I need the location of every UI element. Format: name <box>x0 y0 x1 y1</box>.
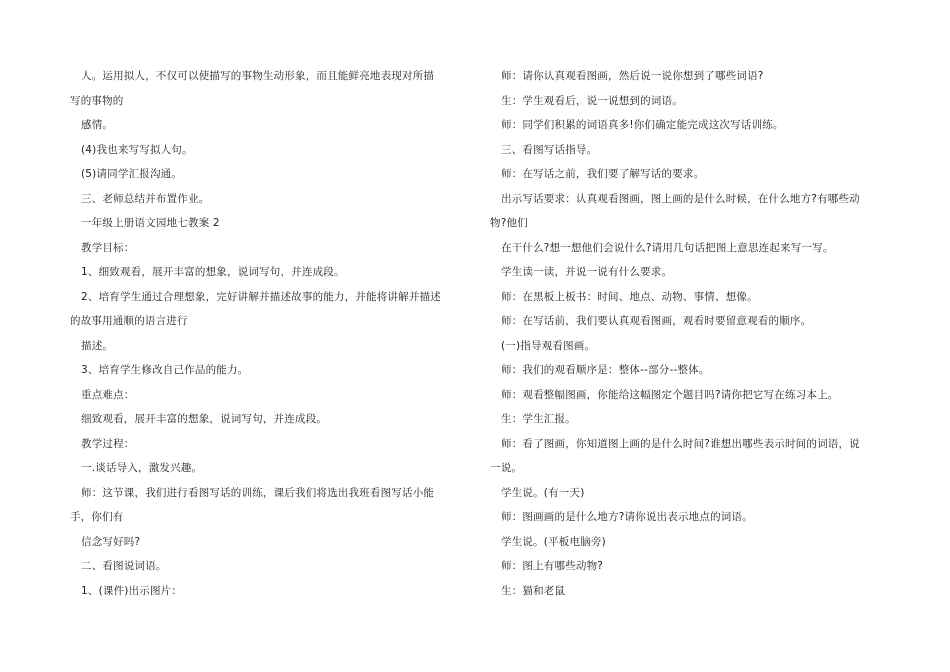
text-line: 师：同学们积累的词语真多!你们确定能完成这次写话训练。 <box>501 119 784 131</box>
left-text-column <box>70 64 460 603</box>
text-line: 的故事用通顺的语言进行 <box>70 315 188 327</box>
text-line: 1、细致观看，展开丰富的想象，说词写句，并连成段。 <box>81 266 345 278</box>
text-line: 一说。 <box>490 462 523 474</box>
text-line: 生：猫和老鼠 <box>501 584 566 597</box>
text-line: 学生说。(平板电脑旁) <box>501 535 606 548</box>
text-line: 1、(课件)出示图片： <box>81 584 183 597</box>
text-line: 二、看图说词语。 <box>81 560 167 572</box>
text-line: 三、看图写话指导。 <box>501 143 598 156</box>
text-line: 生：学生汇报。 <box>501 413 576 425</box>
text-line: 师：图上有哪些动物? <box>501 560 604 572</box>
text-line: 教学过程： <box>81 437 135 450</box>
text-line: 细致观看，展开丰富的想象，说词写句，并连成段。 <box>81 413 328 425</box>
text-line: 一.谈话导入，激发兴趣。 <box>81 462 203 474</box>
text-line: 物?他们 <box>490 217 528 229</box>
text-line: 师：这节课，我们进行看图写话的训练，课后我们将选出我班看图写话小能 <box>81 486 435 499</box>
text-line: 教学目标： <box>81 241 135 254</box>
text-line: 感情。 <box>81 119 114 131</box>
text-line: 在干什么?想一想他们会说什么?请用几句话把图上意思连起来写一写。 <box>501 241 834 254</box>
text-line: 师：在写话前，我们要认真观看图画，观看时要留意观看的顺序。 <box>501 315 812 327</box>
text-line: (一)指导观看图画。 <box>501 339 596 352</box>
text-line: 师：在写话之前，我们要了解写话的要求。 <box>501 168 705 180</box>
text-line: 3、培育学生修改自己作品的能力。 <box>81 364 249 376</box>
text-line: 生：学生观看后，说一说想到的词语。 <box>501 94 683 107</box>
text-line: 手，你们有 <box>70 511 124 523</box>
text-line: (4)我也来写写拟人句。 <box>81 143 193 156</box>
text-line: 一年级上册语文园地七教案 2 <box>81 217 220 229</box>
text-line: 师：图画画的是什么地方?请你说出表示地点的词语。 <box>501 511 753 523</box>
text-line: 2、培育学生通过合理想象，完好讲解并描述故事的能力，并能将讲解并描述 <box>81 290 441 303</box>
text-line: 师：观看整幅图画，你能给这幅图定个题目吗?请你把它写在练习本上。 <box>501 388 839 401</box>
text-line: 三、老师总结并布置作业。 <box>81 192 210 205</box>
text-line: (5)请同学汇报沟通。 <box>81 168 183 180</box>
text-line: 师：看了图画，你知道图上画的是什么时间?谁想出哪些表示时间的词语，说 <box>501 437 860 450</box>
text-line: 师：请你认真观看图画，然后说一说你想到了哪些词语? <box>501 70 764 82</box>
text-line: 师：我们的观看顺序是：整体--部分--整体。 <box>501 364 710 376</box>
text-line: 人。运用拟人，不仅可以使描写的事物生动形象，而且能鲜亮地表现对所描 <box>81 70 435 82</box>
right-text-column <box>490 64 885 603</box>
text-line: 描述。 <box>81 339 114 352</box>
text-line: 出示写话要求：认真观看图画，图上画的是什么时候，在什么地方?有哪些动 <box>501 192 860 205</box>
text-line: 学生说。(有一天) <box>501 486 585 499</box>
text-line: 学生读一读，并说一说有什么要求。 <box>501 266 673 278</box>
text-line: 师：在黑板上板书：时间、地点、动物、事情、想像。 <box>501 290 758 303</box>
text-line: 重点难点： <box>81 388 135 401</box>
text-line: 写的事物的 <box>70 94 124 107</box>
text-line: 信念写好吗? <box>81 535 141 548</box>
